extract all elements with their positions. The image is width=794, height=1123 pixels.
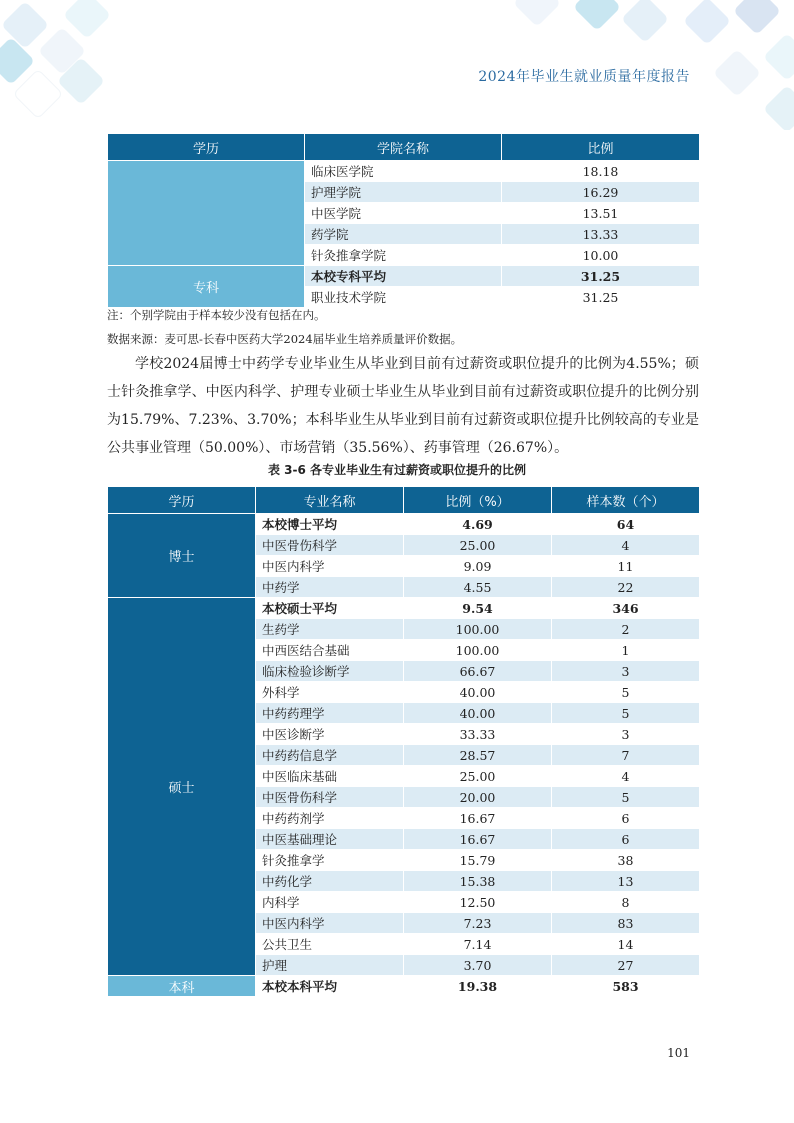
degree-group-cell: 硕士 xyxy=(108,598,256,976)
major-name: 中医基础理论 xyxy=(256,829,404,850)
degree-group-cell: 本科 xyxy=(108,976,256,997)
major-name: 中医内科学 xyxy=(256,913,404,934)
table-caption: 表 3-6 各专业毕业生有过薪资或职位提升的比例 xyxy=(267,463,527,477)
ratio-value: 100.00 xyxy=(404,640,552,661)
ratio-value: 31.25 xyxy=(502,266,700,287)
major-name: 本校硕士平均 xyxy=(256,598,404,619)
ratio-value: 3.70 xyxy=(404,955,552,976)
college-name: 临床医学院 xyxy=(305,161,502,182)
ratio-value: 7.23 xyxy=(404,913,552,934)
sample-count: 346 xyxy=(552,598,700,619)
ratio-value: 9.54 xyxy=(404,598,552,619)
ratio-value: 15.38 xyxy=(404,871,552,892)
group-cell-blank xyxy=(108,161,305,266)
major-name: 针灸推拿学 xyxy=(256,850,404,871)
major-name: 中医骨伤科学 xyxy=(256,787,404,808)
sample-count: 64 xyxy=(552,514,700,535)
major-name: 中药学 xyxy=(256,577,404,598)
col-header-sample: 样本数（个） xyxy=(552,487,700,514)
col-header-degree: 学历 xyxy=(108,134,305,161)
ratio-value: 25.00 xyxy=(404,766,552,787)
header-decoration xyxy=(0,0,794,130)
major-name: 中医内科学 xyxy=(256,556,404,577)
ratio-value: 20.00 xyxy=(404,787,552,808)
table-row xyxy=(108,976,700,997)
major-name: 中药化学 xyxy=(256,871,404,892)
ratio-value: 16.67 xyxy=(404,829,552,850)
ratio-value: 16.29 xyxy=(502,182,700,203)
col-header-ratio: 比例（%） xyxy=(404,487,552,514)
sample-count: 8 xyxy=(552,892,700,913)
ratio-value: 66.67 xyxy=(404,661,552,682)
major-name: 生药学 xyxy=(256,619,404,640)
ratio-value: 31.25 xyxy=(502,287,700,308)
major-name: 中药药剂学 xyxy=(256,808,404,829)
sample-count: 4 xyxy=(552,535,700,556)
sample-count: 6 xyxy=(552,808,700,829)
sample-count: 5 xyxy=(552,682,700,703)
major-ratio-table xyxy=(107,486,700,997)
sample-count: 6 xyxy=(552,829,700,850)
major-name: 中药药信息学 xyxy=(256,745,404,766)
ratio-value: 7.14 xyxy=(404,934,552,955)
report-header-title: 2024年毕业生就业质量年度报告 xyxy=(478,69,690,85)
ratio-value: 19.38 xyxy=(404,976,552,997)
major-name: 中西医结合基础 xyxy=(256,640,404,661)
sample-count: 3 xyxy=(552,661,700,682)
major-name: 外科学 xyxy=(256,682,404,703)
major-name: 护理 xyxy=(256,955,404,976)
col-header-major: 专业名称 xyxy=(256,487,404,514)
sample-count: 83 xyxy=(552,913,700,934)
sample-count: 22 xyxy=(552,577,700,598)
sample-count: 2 xyxy=(552,619,700,640)
sample-count: 5 xyxy=(552,787,700,808)
major-name: 临床检验诊断学 xyxy=(256,661,404,682)
table-note: 注：个别学院由于样本较少没有包括在内。 xyxy=(107,308,326,322)
ratio-value: 9.09 xyxy=(404,556,552,577)
college-name: 针灸推拿学院 xyxy=(305,245,502,266)
ratio-value: 13.33 xyxy=(502,224,700,245)
sample-count: 1 xyxy=(552,640,700,661)
ratio-value: 100.00 xyxy=(404,619,552,640)
major-name: 公共卫生 xyxy=(256,934,404,955)
ratio-value: 18.18 xyxy=(502,161,700,182)
sample-count: 5 xyxy=(552,703,700,724)
ratio-value: 40.00 xyxy=(404,682,552,703)
major-name: 本校博士平均 xyxy=(256,514,404,535)
major-name: 中药药理学 xyxy=(256,703,404,724)
table-row xyxy=(108,161,700,182)
sample-count: 11 xyxy=(552,556,700,577)
ratio-value: 16.67 xyxy=(404,808,552,829)
college-name: 护理学院 xyxy=(305,182,502,203)
ratio-value: 4.69 xyxy=(404,514,552,535)
college-ratio-table xyxy=(107,133,700,308)
ratio-value: 28.57 xyxy=(404,745,552,766)
page-number: 101 xyxy=(667,1046,690,1060)
ratio-value: 10.00 xyxy=(502,245,700,266)
major-name: 中医诊断学 xyxy=(256,724,404,745)
ratio-value: 13.51 xyxy=(502,203,700,224)
college-name: 职业技术学院 xyxy=(305,287,502,308)
ratio-value: 40.00 xyxy=(404,703,552,724)
sample-count: 7 xyxy=(552,745,700,766)
sample-count: 13 xyxy=(552,871,700,892)
data-source-note: 数据来源：麦可思-长春中医药大学2024届毕业生培养质量评价数据。 xyxy=(107,332,463,346)
sample-count: 38 xyxy=(552,850,700,871)
major-name: 中医临床基础 xyxy=(256,766,404,787)
college-name: 中医学院 xyxy=(305,203,502,224)
college-name: 药学院 xyxy=(305,224,502,245)
table-row xyxy=(108,598,700,619)
sample-count: 3 xyxy=(552,724,700,745)
col-header-ratio: 比例 xyxy=(502,134,700,161)
group-cell-zhuanke: 专科 xyxy=(108,266,305,308)
sample-count: 27 xyxy=(552,955,700,976)
body-paragraph: 学校2024届博士中药学专业毕业生从毕业到目前有过薪资或职位提升的比例为4.55%；硕士针灸推拿学、中医内科学、护理专业硕士毕业生从毕业到目前有过薪资或职位提升的比例分别为15.79%、7.23%、3.70%；本科毕业生从毕业到目前有过薪资或职位提升比例较高的专业是公共事业管理（50.00%）、市场营销（35.56%）、药事管理（26.67%）。 xyxy=(107,356,699,456)
degree-group-cell: 博士 xyxy=(108,514,256,598)
major-name: 内科学 xyxy=(256,892,404,913)
college-name: 本校专科平均 xyxy=(305,266,502,287)
sample-count: 4 xyxy=(552,766,700,787)
ratio-value: 25.00 xyxy=(404,535,552,556)
sample-count: 14 xyxy=(552,934,700,955)
col-header-degree: 学历 xyxy=(108,487,256,514)
table-row xyxy=(108,514,700,535)
table-row xyxy=(108,266,700,287)
major-name: 中医骨伤科学 xyxy=(256,535,404,556)
sample-count: 583 xyxy=(552,976,700,997)
ratio-value: 15.79 xyxy=(404,850,552,871)
ratio-value: 4.55 xyxy=(404,577,552,598)
col-header-college: 学院名称 xyxy=(305,134,502,161)
major-name: 本校本科平均 xyxy=(256,976,404,997)
ratio-value: 12.50 xyxy=(404,892,552,913)
ratio-value: 33.33 xyxy=(404,724,552,745)
